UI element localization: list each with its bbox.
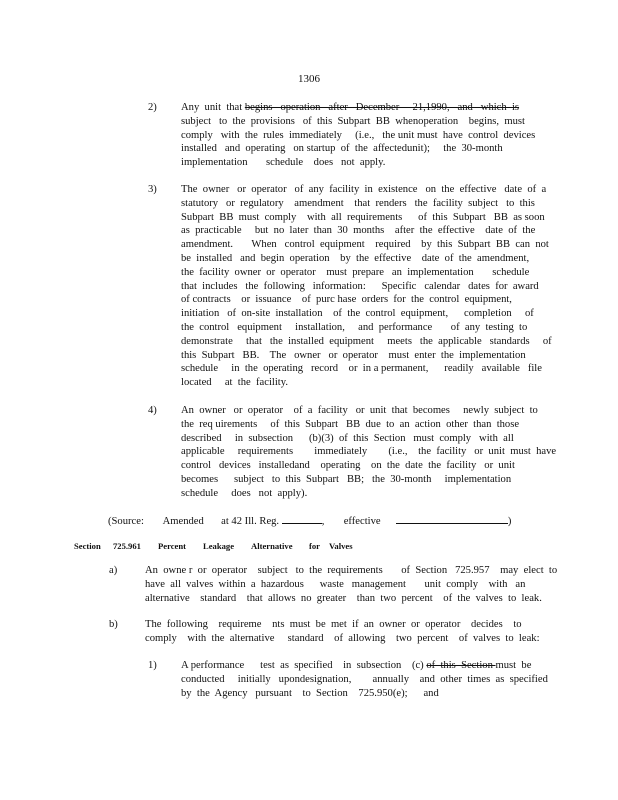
source-note-comma: , xyxy=(321,516,325,527)
text-run: initiation of on-site installation of the control equipment, completion of xyxy=(181,308,534,320)
text-line xyxy=(181,376,541,390)
text-run: applicable requirements immediately (i.e., the facility or unit must have xyxy=(181,446,557,458)
text-line xyxy=(181,156,536,170)
text-run: this Subpart BB. The owner or operator must enter the implementation xyxy=(181,349,526,361)
text-line xyxy=(181,266,541,280)
item-3-number: 3) xyxy=(148,184,157,195)
text-line xyxy=(181,445,557,459)
text-run: the control equipment installation, and performance of any testing to xyxy=(181,321,528,333)
section-title-word: for xyxy=(309,541,320,551)
text-line xyxy=(181,673,548,687)
source-note-open: (Source: xyxy=(108,516,144,527)
source-note-effective: effective xyxy=(343,516,381,527)
text-run: The owner or operator of any facility in existence on the effective date of a xyxy=(181,184,547,195)
text-run: comply with the rules immediately (i.e., the unit must have control devices xyxy=(181,129,536,141)
text-line xyxy=(145,618,525,632)
subsection-b-number: b) xyxy=(109,619,118,630)
text-line xyxy=(145,564,558,578)
text-line xyxy=(181,404,538,418)
text-run: amendment. When control equipment required by this Subpart BB can not xyxy=(181,239,549,251)
text-line xyxy=(145,578,527,592)
text-line xyxy=(181,115,536,129)
text-run: schedule in the operating record or in a permanent, readily available file xyxy=(181,363,542,375)
text-run: as practicable but no later than 30 months after the effective date of the xyxy=(181,225,536,237)
page-number: 1306 xyxy=(298,73,320,85)
deleted-text: begins operation after December 21,1990, and which is xyxy=(244,102,520,113)
text-run: An owne r or operator subject to the requirements of Section 725.957 may elect to xyxy=(145,565,558,576)
subsection-b-text xyxy=(145,618,540,646)
text-line xyxy=(181,687,527,701)
text-line xyxy=(181,487,526,501)
text-line xyxy=(145,592,542,606)
text-run: that includes the following information: Specific calendar dates for award xyxy=(181,280,539,292)
item-2-text xyxy=(181,101,536,170)
register-number-blank xyxy=(282,513,322,524)
item-3-text xyxy=(181,183,552,390)
text-line xyxy=(181,659,532,673)
item-4-number: 4) xyxy=(148,405,157,416)
text-line xyxy=(181,197,541,211)
text-run: be installed and begin operation by the effective date of the amendment, xyxy=(181,252,530,264)
text-line xyxy=(181,307,541,321)
text-line xyxy=(181,142,536,156)
text-run: Any unit that xyxy=(181,102,245,113)
section-title-word: Alternative xyxy=(251,541,293,551)
text-line xyxy=(181,418,526,432)
text-line xyxy=(181,211,545,225)
section-title-word: Leakage xyxy=(203,541,235,551)
text-run: A performance test as specified in subsection (c) xyxy=(181,660,427,671)
text-run: Subpart BB must comply with all requirements of this Subpart BB as soon xyxy=(181,211,545,223)
text-run: subject to the provisions of this Subpart BB whenoperation begins, must xyxy=(181,115,525,127)
text-run: have all valves within a hazardous waste management unit comply with an xyxy=(145,578,526,590)
deleted-text: of this Section xyxy=(426,660,496,671)
text-run: implementation schedule does not apply. xyxy=(181,157,386,169)
effective-date-blank xyxy=(396,513,508,524)
text-run: the facility owner or operator must prepare an implementation schedule xyxy=(181,266,530,278)
subsection-a-text xyxy=(145,564,558,605)
text-line xyxy=(181,224,541,238)
text-run: alternative standard that allows no greater than two percent of the valves to leak. xyxy=(145,592,542,604)
text-line xyxy=(181,432,526,446)
text-line xyxy=(181,362,541,376)
text-run: comply with the alternative standard of allowing two percent of valves to leak: xyxy=(145,632,540,644)
text-run: by the Agency pursuant to Section 725.950(e); and xyxy=(181,687,439,699)
subitem-1-text xyxy=(181,659,548,700)
text-line xyxy=(181,183,547,197)
text-run: described in subsection (b)(3) of this Section must comply with all xyxy=(181,432,514,444)
text-line xyxy=(181,335,552,349)
text-run: statutory or regulatory amendment that renders the facility subject to this xyxy=(181,197,535,209)
text-run: An owner or operator of a facility or unit that becomes newly subject to xyxy=(181,405,538,416)
text-line xyxy=(181,101,536,115)
section-number: 725.961 xyxy=(113,541,141,551)
text-line xyxy=(181,321,541,335)
text-run: of contracts or issuance of purc hase orders for the control equipment, xyxy=(181,294,512,306)
text-run: becomes subject to this Subpart BB; the 30-month implementation xyxy=(181,473,512,485)
text-line xyxy=(181,252,541,266)
text-run: the req uirements of this Subpart BB due to an action other than those xyxy=(181,418,520,430)
text-run: conducted initially upondesignation, annually and other times as specified xyxy=(181,673,548,685)
text-line xyxy=(181,293,541,307)
text-run: located at the facility. xyxy=(181,377,288,389)
section-title-word: Percent xyxy=(158,541,186,551)
section-label: Section xyxy=(74,541,101,551)
text-line xyxy=(181,473,526,487)
source-note xyxy=(108,513,511,529)
item-4-text xyxy=(181,404,557,501)
text-line xyxy=(181,349,541,363)
subsection-a-number: a) xyxy=(109,565,118,576)
text-line xyxy=(145,632,540,646)
item-2-number: 2) xyxy=(148,102,157,113)
source-note-close: ) xyxy=(507,516,512,527)
text-run: installed and operating on startup of the affectedunit); the 30-month xyxy=(181,143,503,155)
text-line xyxy=(181,129,536,143)
source-note-reg: at 42 Ill. Reg. xyxy=(221,516,280,527)
text-run: schedule does not apply). xyxy=(181,487,308,499)
text-line xyxy=(181,459,526,473)
text-run: must be xyxy=(495,660,532,671)
text-line xyxy=(181,238,549,252)
text-line xyxy=(181,280,541,294)
text-run: The following requireme nts must be met if an owner or operator decides to xyxy=(145,619,522,630)
text-run: demonstrate that the installed equipment meets the applicable standards of xyxy=(181,335,552,347)
text-run: control devices installedand operating on the date the facility or unit xyxy=(181,460,515,472)
subitem-1-number: 1) xyxy=(148,660,157,671)
section-title-word: Valves xyxy=(329,541,353,551)
source-note-amended: Amended xyxy=(162,516,204,527)
